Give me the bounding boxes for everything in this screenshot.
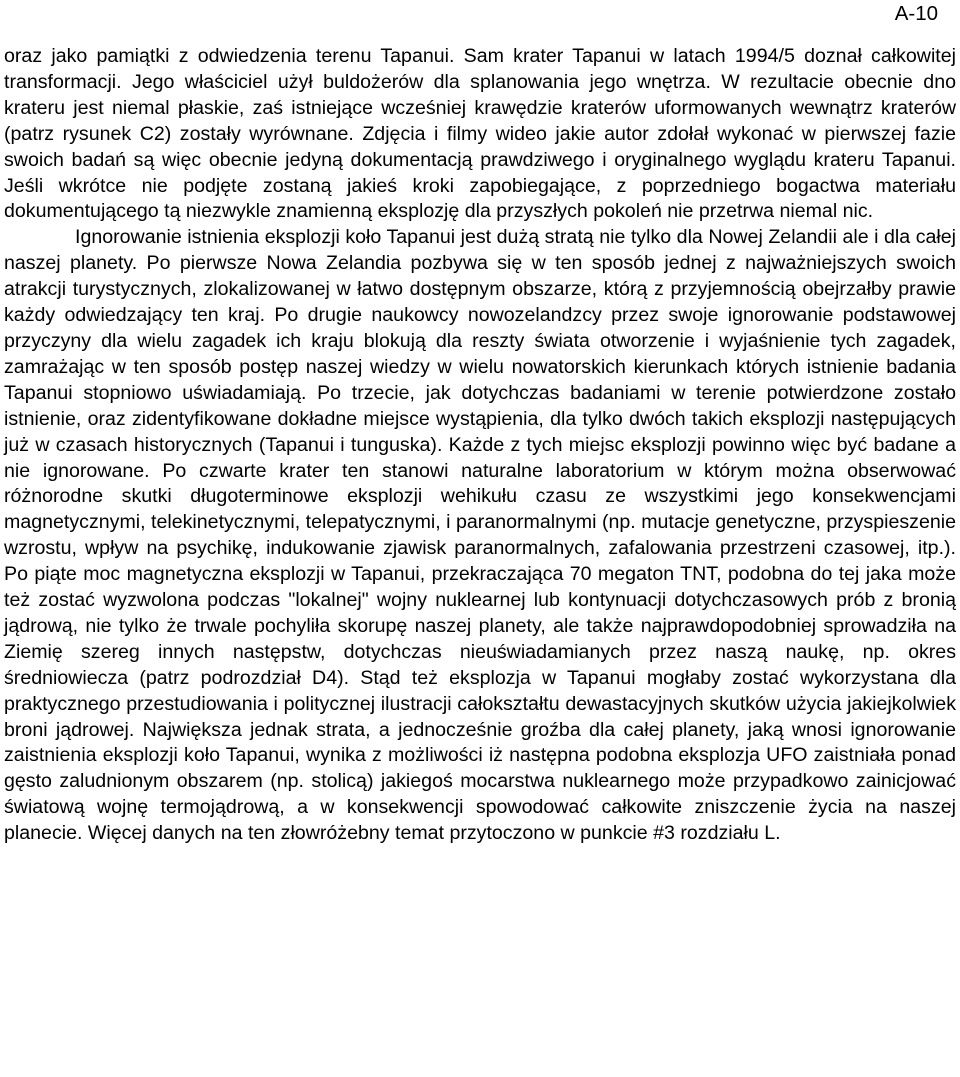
page-number: A-10 (894, 2, 938, 25)
paragraph-ignoring-tapanui: Ignorowanie istnienia eksplozji koło Tapanui jest dużą stratą nie tylko dla Nowej Zelandii ale i dla całej naszej planety. Po pierwsze Nowa Zelandia pozbywa się w ten sposób jednej z najważniejszych swoich atrakcji turystycznych, zlokalizowanej w łatwo dostępnym obszarze, którą z przyjemnością obejrzałby prawie każdy odwiedzający ten kraj. Po drugie naukowcy nowozelandzcy przez swoje ignorowanie podstawowej przyczyny dla wielu zagadek ich kraju blokują dla reszty świata otworzenie i wyjaśnienie tych zagadek, zamrażając w ten sposób postęp naszej wiedzy w wielu nowatorskich kierunkach których istnienie badania Tapanui stopniowo uświadamiają. Po trzecie, jak dotychczas badaniami w terenie potwierdzone zostało istnienie, oraz zidentyfikowane dokładne miejsce wystąpienia, dla tylko dwóch takich eksplozji następujących już w czasach historycznych (Tapanui i tunguska). Każde z tych miejsc eksplozji powinno więc być badane a nie ignorowane. Po czwarte krater ten stanowi naturalne laboratorium w którym można obserwować różnorodne skutki długoterminowe eksplozji wehikułu czasu ze wszystkimi jego konsekwencjami magnetycznymi, telekinetycznymi, telepatycznymi, i paranormalnymi (np. mutacje genetyczne, przyspieszenie wzrostu, wpływ na psychikę, indukowanie zjawisk paranormalnych, zafalowania przestrzeni czasowej, itp.). Po piąte moc magnetyczna eksplozji w Tapanui, przekraczająca 70 megaton TNT, podobna do tej jaka może też zostać wyzwolona podczas "lokalnej" wojny nuklearnej lub kontynuacji dotychczasowych prób z bronią jądrową, nie tylko że trwale pochyliła skorupę naszej planety, ale także najprawdopodobniej sprowadziła na Ziemię szereg innych następstw, dotychczas nieuświadamianych przez naszą naukę, np. okres średniowiecza (patrz podrozdział D4). Stąd też eksplozja w Tapanui mogłaby zostać wykorzystana dla praktycznego przestudiowania i politycznej ilustracji całokształtu dewastacyjnych skutków użycia jakiejkolwiek broni jądrowej. Największa jednak strata, a jednocześnie groźba dla całej planety, jaką wnosi ignorowanie zaistnienia eksplozji koło Tapanui, wynika z możliwości iż następna podobna eksplozja UFO zaistniała ponad gęsto zaludnionym obszarem (np. stolicą) jakiegoś mocarstwa nuklearnego może przypadkowo zainicjować światową wojnę termojądrową, a w konsekwencji spowodować całkowite zniszczenie życia na naszej planecie. Więcej danych na ten złowróżebny temat przytoczono w punkcie #3 rozdziału L. (4, 226, 956, 845)
body-text (4, 44, 956, 847)
paragraph-continuation: oraz jako pamiątki z odwiedzenia terenu Tapanui. Sam krater Tapanui w latach 1994/5 doznał całkowitej transformacji. Jego właściciel użył buldożerów dla splanowania jego wnętrza. W rezultacie obecnie dno krateru jest niemal płaskie, zaś istniejące wcześniej krawędzie kraterów uformowanych wewnątrz kraterów (patrz rysunek C2) zostały wyrównane. Zdjęcia i filmy wideo jakie autor zdołał wykonać w pierwszej fazie swoich badań są więc obecnie jedyną dokumentacją prawdziwego i oryginalnego wyglądu krateru Tapanui. Jeśli wkrótce nie podjęte zostaną jakieś kroki zapobiegające, z poprzedniego bogactwa materiału dokumentującego tą niezwykle znamienną eksplozję dla przyszłych pokoleń nie przetrwa niemal nic. (4, 45, 956, 223)
